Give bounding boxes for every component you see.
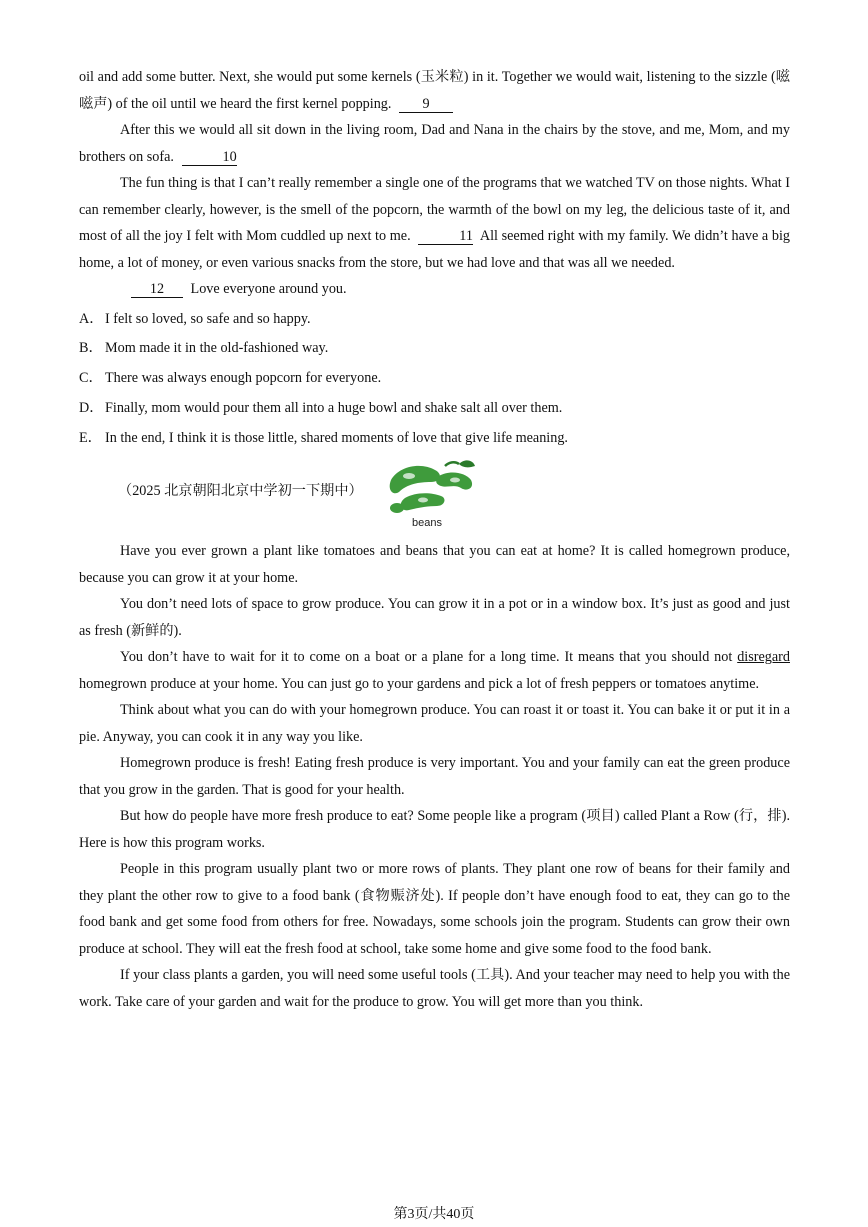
option-d: D． Finally, mom would pour them all into a huge bowl and shake salt all over them.	[79, 399, 563, 416]
paragraph-space: You don’t need lots of space to grow produce. You can grow it in a pot or in a window box. It’s just as good and just as fresh (新鲜的).	[79, 596, 790, 639]
source-label: （2025 北京朝阳北京中学初一下期中）	[118, 483, 363, 500]
blank-10: 10	[182, 150, 237, 166]
blank-9: 9	[399, 97, 453, 113]
paragraph-cooking: Think about what you can do with your homegrown produce. You can roast it or toast it. You can bake it or put it in a pie. Anyway, you can cook it in any way you like.	[79, 702, 790, 745]
paragraph-text: After this we would all sit down in the living room, Dad and Nana in the chairs by the stove, and me, Mom, and my brothers on sofa.	[79, 122, 790, 165]
option-a: A． I felt so loved, so safe and so happy.	[79, 310, 311, 327]
option-b: B． Mom made it in the old-fashioned way.	[79, 340, 329, 357]
section-header	[79, 458, 790, 538]
paragraph-popcorn-cooking	[79, 64, 790, 117]
paragraph-class-garden: If your class plants a garden, you will need some useful tools (工具). And your teacher may need to help you with the work. Take care of your garden and wait for the produce to grow. You will get more than you think.	[79, 967, 790, 1010]
paragraph-text: All seemed right with my family. We didn’t have a big home, a lot of money, or even various snacks from the store, but we had love and that was all we needed.	[79, 228, 790, 271]
paragraph-program: But how do people have more fresh produce to eat? Some people like a program (项目) called Plant a Row (行，排). Here is how this program works.	[79, 808, 790, 851]
paragraph-living-room	[79, 117, 790, 170]
page-footer: 第3页/共40页	[393, 1207, 475, 1222]
paragraph-homegrown-intro: Have you ever grown a plant like tomatoes and beans that you can eat at home? It is called homegrown produce, because you can grow it at your home.	[79, 543, 790, 586]
paragraph-text: The fun thing is that I can’t really remember a single one of the programs that we watched TV on those nights. What I can remember clearly, however, is the smell of the popcorn, the warmth of the bowl on my leg, the delicious taste of it, and most of all the joy I felt with Mom cuddled up next to me.	[79, 175, 790, 244]
page-content	[79, 64, 790, 1015]
beans-caption: beans	[412, 517, 442, 530]
paragraph-text: Love everyone around you.	[190, 281, 347, 297]
paragraph-memories	[79, 170, 790, 276]
blank-12: 12	[131, 282, 183, 298]
paragraph-fresh: Homegrown produce is fresh! Eating fresh produce is very important. You and your family can eat the green produce that you grow in the garden. That is good for your health.	[79, 755, 790, 798]
paragraph-how-it-works: People in this program usually plant two or more rows of plants. They plant one row of beans for their family and they plant the other row to give to a food bank (食物赈济处). If people don’t have enough food to eat, they can go to the food bank and get some food from others for free. Nowadays, some schools join the program. Students can grow their own produce at school. They will eat the fresh food at school, take some home and give some food to the food bank.	[79, 861, 790, 957]
blank-11: 11	[418, 229, 473, 245]
paragraph-no-wait: You don’t have to wait for it to come on a boat or a plane for a long time. It means that you should not disregard homegrown produce at your home. You can just go to your gardens and pick a lot of fresh peppers or tomatoes anytime.	[79, 649, 790, 692]
paragraph-text: oil and add some butter. Next, she would put some kernels (玉米粒) in it. Together we would wait, listening to the sizzle (嗞嗞声) of the oil until we heard the first kernel popping.	[79, 69, 790, 112]
option-c: C． There was always enough popcorn for everyone.	[79, 370, 382, 387]
underlined-word-disregard: disregard	[737, 649, 790, 666]
options-list	[79, 305, 790, 454]
option-e: E． In the end, I think it is those little, shared moments of love that give life meaning.	[79, 429, 568, 446]
paragraph-love-everyone	[79, 276, 790, 303]
